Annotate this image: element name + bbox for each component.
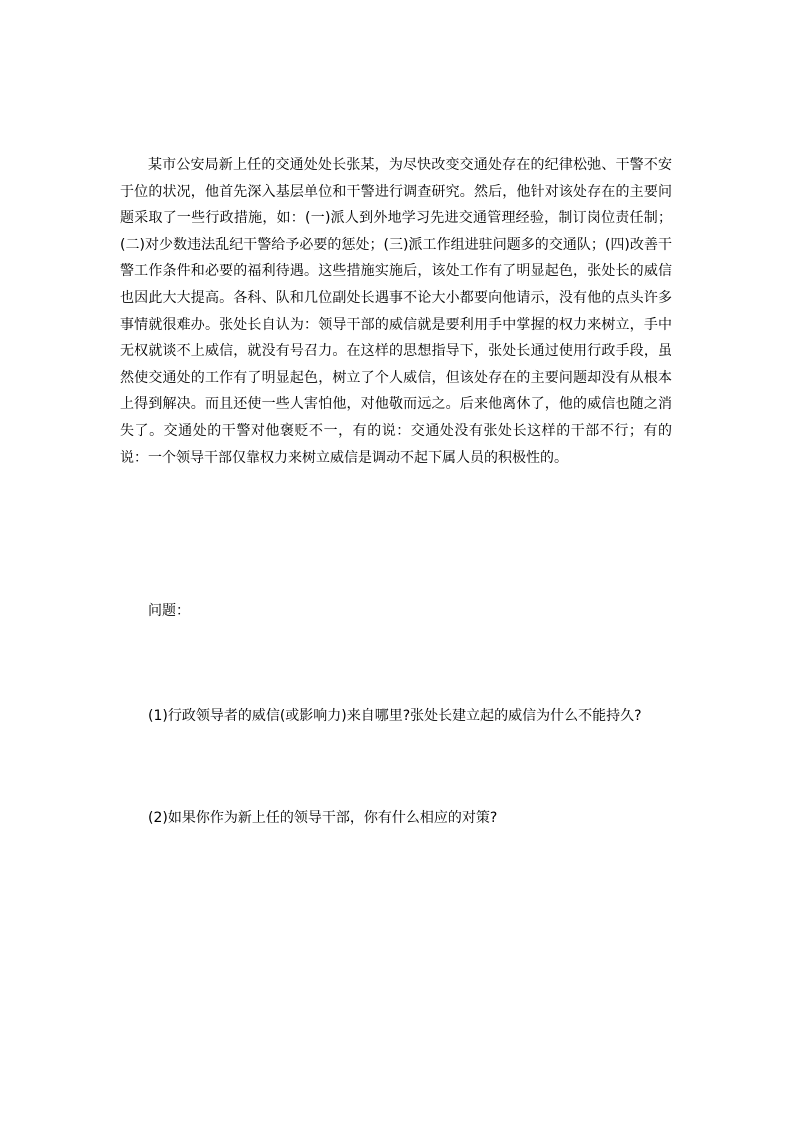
questions-heading: 问题： <box>148 603 190 619</box>
question-2: (2)如果你作为新上任的领导干部，你有什么相应的对策? <box>148 810 498 826</box>
case-paragraph: 某市公安局新上任的交通处处长张某，为尽快改变交通处存在的纪律松弛、干警不安于位的状况，他首先深入基层单位和干警进行调查研究。然后，他针对该处存在的主要问题采取了一些行政措施，如：(一)派人到外地学习先进交通管理经验，制订岗位责任制；(二)对少数违法乱纪干警给予必要的惩处；(三)派工作组进驻问题多的交通队；(四)改善干警工作条件和必要的福利待遇。这些措施实施后，该处工作有了明显起色，张处长的威信也因此大大提高。各科、队和几位副处长遇事不论大小都要向他请示，没有他的点头许多事情就很难办。张处长自认为：领导干部的威信就是要利用手中掌握的权力来树立，手中无权就谈不上威信，就没有号召力。在这样的思想指导下，张处长通过使用行政手段，虽然使交通处的工作有了明显起色，树立了个人威信，但该处存在的主要问题却没有从根本上得到解决。而且还使一些人害怕他，对他敬而远之。后来他离休了，他的威信也随之消失了。交通处的干警对他褒贬不一，有的说：交通处没有张处长这样的干部不行；有的说：一个领导干部仅靠权力来树立威信是调动不起下属人员的积极性的。 <box>120 157 672 466</box>
question-1: (1)行政领导者的威信(或影响力)来自哪里?张处长建立起的威信为什么不能持久? <box>148 708 642 724</box>
